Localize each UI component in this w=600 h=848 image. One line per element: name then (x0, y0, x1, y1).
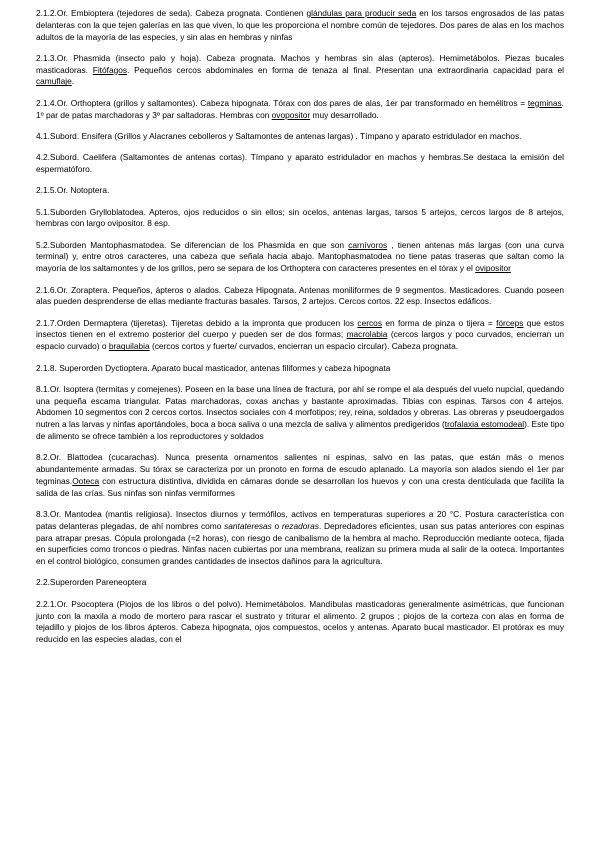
text-segment: en forma de pinza o tijera = (382, 317, 497, 328)
paragraph-p11 (36, 363, 564, 375)
text-segment: con estructura distintiva, dividida en cámaras donde se desarrollan los huevos y con una cresta denticulada que facilita la salida de las crías. Sus ninfas son ninfas vermiformes (36, 475, 564, 498)
paragraph-p4 (36, 131, 564, 143)
underlined-term: carnívoros (348, 239, 388, 250)
underlined-term: fórceps (496, 317, 524, 328)
text-segment: , tienen antenas más largas (con una curva terminal) y, entre otros caracteres, una cabeza que señala hacia abajo. Mantophasmatodea no tiene patas traseras que saltan como la mayoría de los saltamontes y de los grillos, pero se separa de los Orthoptera con caracteres presentes en el tórax y el (36, 239, 564, 274)
text-segment: . 1º par de patas marchadoras y 3º par saltadoras. Hembras con (36, 97, 564, 120)
text-segment: . (71, 76, 75, 87)
underlined-term: glándulas para producir seda (306, 8, 417, 18)
text-segment: 8.3.Or. Mantodea (mantis religiosa). Insectos diurnos y termófilos, activos en temperaturas superiores a 20 °C. Postura característica con patas delanteras plegadas, de ahí nombres como (36, 509, 564, 531)
text-segment: 2.1.3.Or. Phasmida (insecto palo y hoja). Cabeza prognata. Machos y hembras sin alas (apteros). Hemimetábolos. Piezas bucales masticadoras. (36, 52, 564, 75)
text-segment: . Depredadores eficientes, usan sus patas anteriores con espinas para atrapar presas. Cópula prolongada (≈2 horas), con riesgo de canibalismo de la hembra al macho. Reproducción mediante ooteca, fijada en superficies como troncos o piedras. Ninfas nacen cubiertas por una membrana, realizan su primera muda al salir de la ooteca. Importantes en el control biológico, consumen grandes cantidades de insectos dañinos para la agricultura. (36, 520, 564, 567)
underlined-term: camuflaje (36, 76, 72, 87)
text-segment: 2.1.8. Superorden Dyctioptera. Aparato bucal masticador, antenas filiformes y cabeza hipognata (36, 362, 391, 373)
text-segment: o (271, 520, 282, 531)
text-segment: 2.1.5.Or. Notoptera. (36, 185, 110, 196)
text-segment: 8.2.Or. Blattodea (cucarachas). Nunca presenta ornamentos salientes ni espinas, salvo en las patas, que están más o menos abundantemente armadas. Su tórax se caracteriza por un pronoto en forma de escudo aplanado. La mayoría son alados siendo el 1er par tegminas. (36, 452, 564, 486)
paragraph-p5 (36, 152, 564, 176)
text-segment: 4.1.Subord. Ensifera (Grillos y Alacranes cebolleros y Saltamontes de antenas largas) . Tímpano y aparato estridulador en machos. (36, 130, 522, 141)
underlined-term: trofalaxia estomodeal (444, 419, 525, 430)
paragraph-p8 (36, 240, 564, 275)
italic-term: rezadoras (281, 520, 319, 531)
text-segment: 2.1.4.Or. Orthoptera (grillos y saltamontes). Cabeza hipognata. Tórax con dos pares de alas, 1er par transformado en hemélitros = (36, 97, 528, 108)
underlined-term: ovipositor (475, 263, 511, 274)
text-segment: 2.2.1.Or. Psocoptera (Piojos de los libros o del polvo). Hemimetábolos. Mandíbulas masticadoras generalmente asimétricas, que funcionan junto con la maxila a modo de mortero para rascar el sustrato y triturar el alimento. 2 grupos ; piojos de la corteza con alas en forma de tejadillo y piojos de los libros ápteros. Cabeza hipognata, ojos compuestos, ocelos y antenas. Aparato bucal masticador. El protórax es muy reducido en las especies aladas, con el (36, 598, 564, 645)
document-body (36, 8, 564, 646)
paragraph-p14 (36, 509, 564, 568)
text-segment: 2.1.7.Orden Dermaptera (tijeretas). Tijeretas debido a la impronta que producen los (36, 317, 358, 328)
paragraph-p12 (36, 384, 564, 443)
text-segment: . Pequeños cercos abdominales en forma de tenaza al final. Presentan una extraordinaria capacidad para el (127, 64, 564, 75)
text-segment: ). Este tipo de alimento se ofrece también a los reproductores y soldados (36, 419, 565, 442)
paragraph-p16 (36, 599, 564, 646)
italic-term: santateresas (224, 520, 272, 531)
paragraph-p7 (36, 207, 564, 231)
text-segment: 4.2.Subord. Caelifera (Saltamontes de antenas cortas). Tímpano y aparato estridulador en machos y hembras.Se destaca la emisión del espermatóforo. (36, 152, 564, 174)
paragraph-p2 (36, 53, 564, 88)
text-segment: muy desarrollado. (310, 109, 379, 120)
text-segment: 2.2.Superorden Pareneoptera (36, 577, 147, 588)
text-segment: 5.1.Suborden Grylloblatodea. Apteros, ojos reducidos o sin ellos; sin ocelos, antenas largas, tarsos 5 artejos, cercos largos de 8 artejos, hembras con largo ovipositor. 8 esp. (36, 206, 564, 229)
underlined-term: tegminas (527, 97, 562, 108)
text-segment: 2.1.2.Or. Embioptera (tejedores de seda). Cabeza prognata. Contienen (36, 8, 307, 18)
text-segment: 5.2.Suborden Mantophasmatodea. Se diferencian de los Phasmida en que son (36, 239, 349, 250)
underlined-term: ovopositor (271, 109, 311, 120)
underlined-term: Ooteca (72, 475, 100, 486)
text-segment: (cercos cortos y fuerte/ curvados, encierran un espacio circular). Cabeza prognata. (149, 341, 459, 352)
text-segment: (cercos largos y poco curvados, encierran un espacio curvado) o (36, 329, 564, 352)
underlined-term: Fitófagos (92, 64, 128, 75)
paragraph-p3 (36, 98, 564, 122)
underlined-term: cercos (357, 317, 382, 328)
paragraph-p13 (36, 452, 564, 499)
paragraph-p9 (36, 285, 564, 309)
text-segment: 8.1.Or. Isoptera (termitas y comejenes). Poseen en la base una línea de fractura, por ahí se rompe el ala después del vuelo nupcial, quedando una pequeña escama triangular. Patas marchadoras, coxas anchas y bastante aproximadas. Tibias con espinas. Tarsos con 4 artejos. Abdomen 10 segmentos con 2 cercos cortos. Insectos sociales con 4 morfotipos; rey, reina, soldados y obreras. Las obreras y pseudoergados nutren a las larvas y ninfas aportándoles, boca a boca saliva o una mezcla de saliva y alimentos predigeridos ( (36, 383, 564, 430)
paragraph-p1 (36, 8, 564, 43)
text-segment: 2.1.6.Or. Zoraptera. Pequeños, ápteros o alados. Cabeza Hipognata. Antenas moniliformes de 9 segmentos. Masticadores. Cuando poseen alas pueden desprenderse de ellas mediante fracturas basales. Tarsos, 2 artejos. Cercos cortos. 22 esp. Insectos edáficos. (36, 284, 564, 307)
underlined-term: braquilabia (108, 341, 150, 352)
paragraph-p15 (36, 577, 564, 589)
text-segment: en los tarsos engrosados de las patas delanteras con la que tejen galerías en las que viven, lo que les proporciona el nombre común de tejedores. Dos pares de alas en los machos adultos de la mayoría de las especies, y sin alas en hembras y ninfas (36, 8, 564, 42)
text-segment: que estos insectos tienen en el extremo posterior del cuerpo y pueden ser de dos formas; (36, 317, 564, 340)
underlined-term: macrolabia (346, 329, 388, 340)
paragraph-p6 (36, 185, 564, 197)
paragraph-p10 (36, 318, 564, 353)
